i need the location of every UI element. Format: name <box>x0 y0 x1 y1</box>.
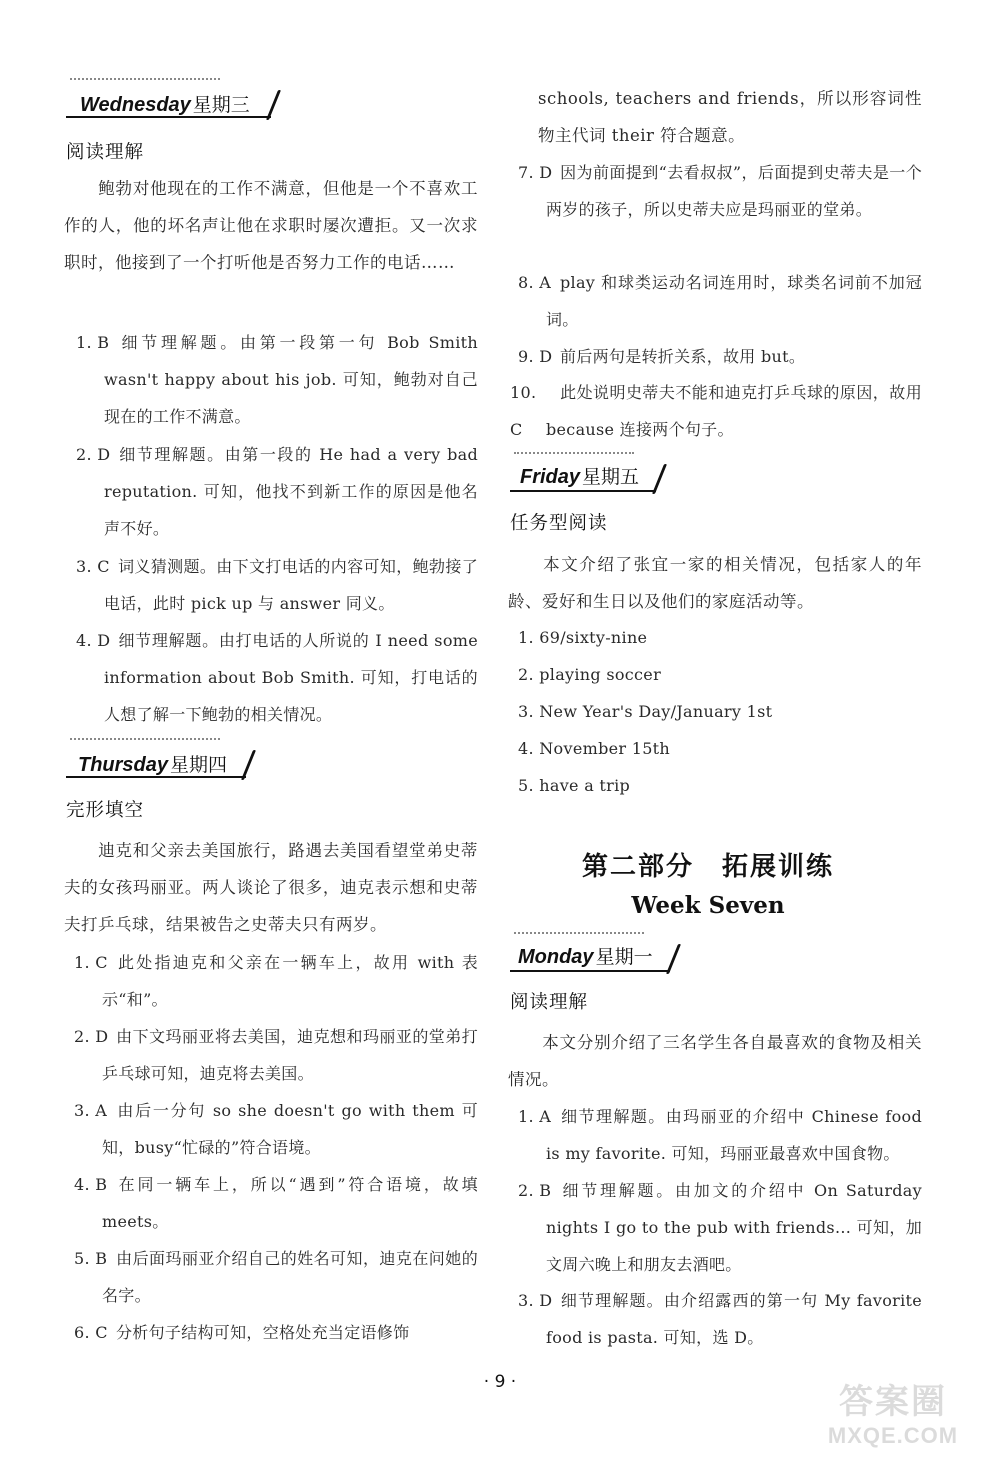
answer-number: 2. D <box>76 445 111 464</box>
header-underline <box>66 116 271 118</box>
section-title-task-reading: 任务型阅读 <box>510 513 608 534</box>
header-dots <box>70 78 220 83</box>
header-slash <box>266 90 281 120</box>
friday-intro: 本文介绍了张宜一家的相关情况，包括家人的年龄、爱好和生日以及他们的家庭活动等。 <box>508 555 922 611</box>
monday-header <box>510 936 690 976</box>
header-slash <box>666 944 681 974</box>
monday-intro: 本文分别介绍了三名学生各自最喜欢的食物及相关情况。 <box>508 1033 922 1089</box>
answer-continuation: schools, teachers and friends，所以形容词性物主代词 their 符合题意。 <box>538 89 922 145</box>
part-title: 第二部分 拓展训练 <box>581 852 834 882</box>
answer-text: 细节理解题。由第一段第一句 Bob Smith wasn't happy about his job. 可知，鲍勃对自己现在的工作不满意。 <box>104 333 478 426</box>
answer-text: 分析句子结构可知，空格处充当定语修饰 <box>116 1323 410 1342</box>
section-title-reading: 阅读理解 <box>510 992 589 1013</box>
answer-number: 3. C <box>76 557 110 576</box>
answer-number: 7. D <box>518 163 553 182</box>
list-item: 2. playing soccer <box>518 665 662 684</box>
list-item: 3. New Year's Day/January 1st <box>518 702 773 721</box>
answer-text: 由后一分句 so she doesn't go with them 可知，busy“忙碌的”符合语境。 <box>102 1101 478 1157</box>
header-dots <box>70 738 220 743</box>
watermark-text-top: 答案圈 <box>839 1382 947 1422</box>
day-name-zh: 星期三 <box>192 94 250 116</box>
answer-number: 2. D <box>74 1027 109 1046</box>
answer-number: 8. A <box>518 273 552 292</box>
answer-text: 细节理解题。由介绍露西的第一句 My favorite food is pasta. 可知，选 D。 <box>546 1291 922 1347</box>
day-name-zh: 星期四 <box>170 754 228 776</box>
watermark-text-bottom: MXQE.COM <box>827 1423 959 1448</box>
day-name-en: Friday <box>520 466 581 488</box>
header-underline <box>510 490 656 492</box>
answer-number: 10. C <box>510 383 537 439</box>
page-number: · 9 · <box>483 1372 517 1392</box>
friday-header <box>510 456 680 496</box>
answer-text: 因为前面提到“去看叔叔”，后面提到史蒂夫是一个两岁的孩子，所以史蒂夫应是玛丽亚的堂弟。 <box>546 163 922 219</box>
section-title-cloze: 完形填空 <box>66 800 145 821</box>
answer-number: 3. A <box>74 1101 108 1120</box>
watermark-logo <box>808 1374 978 1454</box>
answer-text: play 和球类运动名词连用时，球类名词前不加冠词。 <box>546 273 922 329</box>
answer-number: 3. D <box>518 1291 553 1310</box>
week-title: Week Seven <box>631 892 785 919</box>
header-underline <box>66 776 246 778</box>
answer-text: 此处说明史蒂夫不能和迪克打乒乓球的原因，故用 because 连接两个句子。 <box>546 383 922 439</box>
answer-number: 1. C <box>74 953 108 972</box>
answer-text: 细节理解题。由加文的介绍中 On Saturday nights I go to the pub with friends... 可知，加文周六晚上和朋友去酒吧。 <box>546 1181 922 1274</box>
wednesday-header <box>66 82 286 122</box>
answer-text: 细节理解题。由第一段的 He had a very bad reputation. 可知，他找不到新工作的原因是他名声不好。 <box>104 445 478 538</box>
list-item: 4. November 15th <box>518 739 671 758</box>
answer-number: 9. D <box>518 347 553 366</box>
answer-text: 由下文玛丽亚将去美国，迪克想和玛丽亚的堂弟打乒乓球可知，迪克将去美国。 <box>102 1027 478 1083</box>
answer-number: 1. A <box>518 1107 552 1126</box>
list-item: 1. 69/sixty-nine <box>518 628 648 647</box>
answer-number: 4. D <box>76 631 111 650</box>
answer-number: 6. C <box>74 1323 108 1342</box>
day-name-en: Thursday <box>78 754 169 776</box>
answer-text: 词义猜测题。由下文打电话的内容可知，鲍勃接了电话，此时 pick up 与 answer 同义。 <box>104 557 478 613</box>
header-dots <box>514 452 634 457</box>
answer-item <box>76 324 478 426</box>
list-item: 5. have a trip <box>518 776 631 795</box>
answer-number: 4. B <box>74 1175 108 1194</box>
answer-text: 由后面玛丽亚介绍自己的姓名可知，迪克在问她的名字。 <box>102 1249 478 1305</box>
wednesday-intro: 鲍勃对他现在的工作不满意，但他是一个不喜欢工作的人，他的坏名声让他在求职时屡次遭拒。又一次求职时，他接到了一个打听他是否努力工作的电话…… <box>64 179 478 272</box>
answer-text: 前后两句是转折关系，故用 but。 <box>560 347 806 366</box>
answer-number: 2. B <box>518 1181 552 1200</box>
header-slash <box>652 464 667 494</box>
section-title-reading: 阅读理解 <box>66 142 145 163</box>
thursday-intro: 迪克和父亲去美国旅行，路遇去美国看望堂弟史蒂夫的女孩玛丽亚。两人谈论了很多，迪克表示想和史蒂夫打乒乓球，结果被告之史蒂夫只有两岁。 <box>64 841 478 934</box>
header-dots <box>514 932 644 937</box>
answer-text: 细节理解题。由打电话的人所说的 I need some information about Bob Smith. 可知，打电话的人想了解一下鲍勃的相关情况。 <box>104 631 478 724</box>
answer-text: 细节理解题。由玛丽亚的介绍中 Chinese food is my favorite. 可知，玛丽亚最喜欢中国食物。 <box>546 1107 922 1163</box>
answer-text: 在同一辆车上，所以“遇到”符合语境，故填 meets。 <box>102 1175 478 1231</box>
answer-number: 5. B <box>74 1249 108 1268</box>
day-name-en: Monday <box>518 946 594 968</box>
answer-text: 此处指迪克和父亲在一辆车上，故用 with 表示“和”。 <box>102 953 478 1009</box>
header-underline <box>510 970 670 972</box>
thursday-header <box>66 742 266 782</box>
header-slash <box>241 750 256 780</box>
day-name-en: Wednesday <box>80 94 191 116</box>
day-name-zh: 星期五 <box>582 466 640 488</box>
day-name-zh: 星期一 <box>595 946 653 968</box>
answer-number: 1. B <box>76 333 110 352</box>
